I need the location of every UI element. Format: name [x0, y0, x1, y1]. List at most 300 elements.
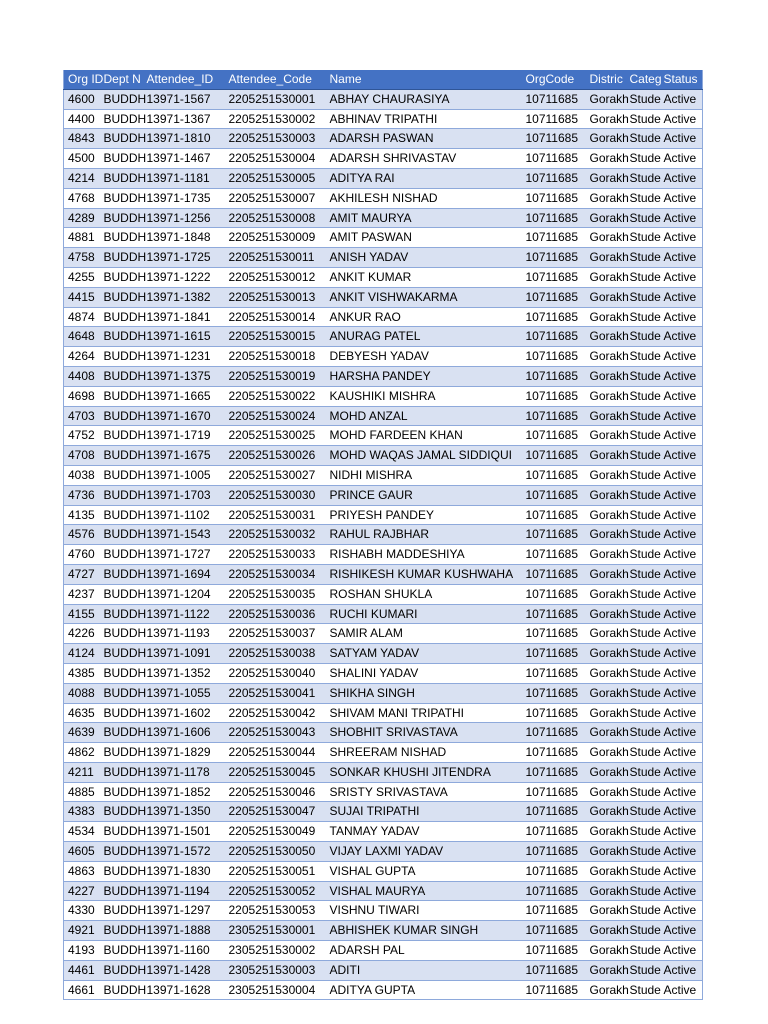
table-row[interactable]	[64, 386, 703, 406]
col-org-code-cell[interactable]: 10711685	[522, 782, 586, 802]
col-status-cell[interactable]: Active	[660, 307, 703, 327]
col-attendee-code-cell[interactable]: 2205251530018	[225, 347, 326, 367]
col-org-id-cell[interactable]: 4576	[64, 525, 100, 545]
col-attendee-code-cell[interactable]: 2205251530052	[225, 881, 326, 901]
col-dept-name-cell[interactable]: BUDDH	[100, 347, 143, 367]
col-category-cell[interactable]: Stude	[626, 347, 660, 367]
col-attendee-id-cell[interactable]: 13971-1428	[143, 960, 225, 980]
col-org-id-cell[interactable]: 4088	[64, 683, 100, 703]
col-category-cell[interactable]: Stude	[626, 188, 660, 208]
col-org-code-cell[interactable]: 10711685	[522, 347, 586, 367]
col-org-id-cell[interactable]: 4635	[64, 703, 100, 723]
col-district-cell[interactable]: Gorakh	[586, 228, 626, 248]
col-dept-name-cell[interactable]: BUDDH	[100, 168, 143, 188]
col-org-code-cell[interactable]: 10711685	[522, 901, 586, 921]
col-org-code-cell[interactable]: 10711685	[522, 109, 586, 129]
col-status-cell[interactable]: Active	[660, 743, 703, 763]
col-status-cell[interactable]: Active	[660, 901, 703, 921]
col-org-id-cell[interactable]: 4661	[64, 980, 100, 1000]
table-row[interactable]	[64, 168, 703, 188]
col-dept-name-cell[interactable]: BUDDH	[100, 406, 143, 426]
col-status-cell[interactable]: Active	[660, 366, 703, 386]
col-org-code-cell[interactable]: 10711685	[522, 228, 586, 248]
col-attendee-code-header[interactable]: Attendee_Code	[225, 70, 326, 89]
col-org-code-cell[interactable]: 10711685	[522, 545, 586, 565]
col-org-code-cell[interactable]: 10711685	[522, 525, 586, 545]
col-category-cell[interactable]: Stude	[626, 327, 660, 347]
col-status-cell[interactable]: Active	[660, 248, 703, 268]
col-attendee-id-cell[interactable]: 13971-1160	[143, 941, 225, 961]
col-attendee-code-cell[interactable]: 2205251530025	[225, 426, 326, 446]
col-attendee-code-cell[interactable]: 2205251530043	[225, 723, 326, 743]
col-category-cell[interactable]: Stude	[626, 465, 660, 485]
col-district-cell[interactable]: Gorakh	[586, 89, 626, 109]
table-row[interactable]	[64, 228, 703, 248]
col-dept-name-cell[interactable]: BUDDH	[100, 446, 143, 466]
col-status-cell[interactable]: Active	[660, 960, 703, 980]
col-status-cell[interactable]: Active	[660, 842, 703, 862]
col-dept-name-cell[interactable]: BUDDH	[100, 881, 143, 901]
col-status-cell[interactable]: Active	[660, 485, 703, 505]
col-status-cell[interactable]: Active	[660, 109, 703, 129]
col-attendee-code-cell[interactable]: 2205251530003	[225, 129, 326, 149]
col-org-code-cell[interactable]: 10711685	[522, 941, 586, 961]
col-org-id-cell[interactable]: 4752	[64, 426, 100, 446]
col-org-code-cell[interactable]: 10711685	[522, 842, 586, 862]
col-dept-name-cell[interactable]: BUDDH	[100, 545, 143, 565]
col-status-cell[interactable]: Active	[660, 208, 703, 228]
col-district-cell[interactable]: Gorakh	[586, 644, 626, 664]
col-org-id-cell[interactable]: 4698	[64, 386, 100, 406]
col-district-cell[interactable]: Gorakh	[586, 366, 626, 386]
col-attendee-code-cell[interactable]: 2205251530027	[225, 465, 326, 485]
col-org-id-cell[interactable]: 4881	[64, 228, 100, 248]
col-name-cell[interactable]: PRIYESH PANDEY	[326, 505, 522, 525]
col-dept-name-cell[interactable]: BUDDH	[100, 842, 143, 862]
table-row[interactable]	[64, 663, 703, 683]
col-attendee-id-cell[interactable]: 13971-1628	[143, 980, 225, 1000]
col-org-code-cell[interactable]: 10711685	[522, 426, 586, 446]
col-name-cell[interactable]: SONKAR KHUSHI JITENDRA	[326, 762, 522, 782]
table-row[interactable]	[64, 960, 703, 980]
col-category-cell[interactable]: Stude	[626, 208, 660, 228]
col-attendee-code-cell[interactable]: 2205251530036	[225, 604, 326, 624]
col-attendee-code-cell[interactable]: 2205251530044	[225, 743, 326, 763]
col-attendee-id-cell[interactable]: 13971-1178	[143, 762, 225, 782]
col-attendee-code-cell[interactable]: 2205251530035	[225, 584, 326, 604]
table-row[interactable]	[64, 683, 703, 703]
col-attendee-code-cell[interactable]: 2205251530007	[225, 188, 326, 208]
col-org-id-cell[interactable]: 4843	[64, 129, 100, 149]
col-attendee-code-cell[interactable]: 2205251530026	[225, 446, 326, 466]
col-attendee-code-cell[interactable]: 2305251530001	[225, 921, 326, 941]
col-district-cell[interactable]: Gorakh	[586, 307, 626, 327]
col-org-id-cell[interactable]: 4227	[64, 881, 100, 901]
col-attendee-code-cell[interactable]: 2205251530037	[225, 624, 326, 644]
col-dept-name-cell[interactable]: BUDDH	[100, 762, 143, 782]
col-org-id-cell[interactable]: 4330	[64, 901, 100, 921]
col-name-cell[interactable]: SHALINI YADAV	[326, 663, 522, 683]
col-district-cell[interactable]: Gorakh	[586, 208, 626, 228]
col-attendee-id-cell[interactable]: 13971-1727	[143, 545, 225, 565]
col-org-code-cell[interactable]: 10711685	[522, 624, 586, 644]
col-attendee-code-cell[interactable]: 2305251530003	[225, 960, 326, 980]
col-dept-name-cell[interactable]: BUDDH	[100, 941, 143, 961]
col-category-cell[interactable]: Stude	[626, 683, 660, 703]
col-name-cell[interactable]: ANKUR RAO	[326, 307, 522, 327]
col-name-cell[interactable]: ABHAY CHAURASIYA	[326, 89, 522, 109]
col-status-cell[interactable]: Active	[660, 663, 703, 683]
col-attendee-code-cell[interactable]: 2205251530032	[225, 525, 326, 545]
col-org-code-cell[interactable]: 10711685	[522, 683, 586, 703]
table-row[interactable]	[64, 188, 703, 208]
col-org-code-cell[interactable]: 10711685	[522, 743, 586, 763]
col-attendee-code-cell[interactable]: 2205251530046	[225, 782, 326, 802]
col-district-cell[interactable]: Gorakh	[586, 465, 626, 485]
col-status-cell[interactable]: Active	[660, 406, 703, 426]
col-name-cell[interactable]: ABHINAV TRIPATHI	[326, 109, 522, 129]
col-org-code-header[interactable]: OrgCode	[522, 70, 586, 89]
col-name-cell[interactable]: ROSHAN SHUKLA	[326, 584, 522, 604]
table-row[interactable]	[64, 624, 703, 644]
col-dept-name-cell[interactable]: BUDDH	[100, 980, 143, 1000]
col-name-cell[interactable]: MOHD ANZAL	[326, 406, 522, 426]
col-org-id-cell[interactable]: 4708	[64, 446, 100, 466]
col-district-cell[interactable]: Gorakh	[586, 901, 626, 921]
col-attendee-id-cell[interactable]: 13971-1194	[143, 881, 225, 901]
table-row[interactable]	[64, 980, 703, 1000]
col-dept-name-cell[interactable]: BUDDH	[100, 228, 143, 248]
col-org-code-cell[interactable]: 10711685	[522, 248, 586, 268]
col-district-cell[interactable]: Gorakh	[586, 446, 626, 466]
col-org-id-cell[interactable]: 4862	[64, 743, 100, 763]
col-name-cell[interactable]: AMIT MAURYA	[326, 208, 522, 228]
col-org-id-cell[interactable]: 4408	[64, 366, 100, 386]
table-row[interactable]	[64, 782, 703, 802]
col-status-cell[interactable]: Active	[660, 89, 703, 109]
col-org-id-cell[interactable]: 4038	[64, 465, 100, 485]
table-row[interactable]	[64, 248, 703, 268]
col-status-cell[interactable]: Active	[660, 703, 703, 723]
col-category-cell[interactable]: Stude	[626, 624, 660, 644]
col-status-cell[interactable]: Active	[660, 604, 703, 624]
col-dept-name-cell[interactable]: BUDDH	[100, 802, 143, 822]
col-district-cell[interactable]: Gorakh	[586, 782, 626, 802]
col-attendee-code-cell[interactable]: 2205251530047	[225, 802, 326, 822]
table-row[interactable]	[64, 89, 703, 109]
table-row[interactable]	[64, 584, 703, 604]
col-org-id-cell[interactable]: 4400	[64, 109, 100, 129]
col-org-id-cell[interactable]: 4211	[64, 762, 100, 782]
table-row[interactable]	[64, 426, 703, 446]
col-district-cell[interactable]: Gorakh	[586, 743, 626, 763]
col-attendee-id-cell[interactable]: 13971-1810	[143, 129, 225, 149]
col-name-cell[interactable]: SATYAM YADAV	[326, 644, 522, 664]
col-attendee-code-cell[interactable]: 2205251530042	[225, 703, 326, 723]
col-attendee-id-cell[interactable]: 13971-1829	[143, 743, 225, 763]
col-category-cell[interactable]: Stude	[626, 861, 660, 881]
col-attendee-code-cell[interactable]: 2205251530015	[225, 327, 326, 347]
col-org-id-cell[interactable]: 4605	[64, 842, 100, 862]
col-attendee-id-cell[interactable]: 13971-1204	[143, 584, 225, 604]
col-name-cell[interactable]: PRINCE GAUR	[326, 485, 522, 505]
table-row[interactable]	[64, 802, 703, 822]
col-org-code-cell[interactable]: 10711685	[522, 802, 586, 822]
col-status-cell[interactable]: Active	[660, 723, 703, 743]
col-category-cell[interactable]: Stude	[626, 941, 660, 961]
col-status-cell[interactable]: Active	[660, 129, 703, 149]
table-row[interactable]	[64, 465, 703, 485]
col-category-cell[interactable]: Stude	[626, 228, 660, 248]
col-category-cell[interactable]: Stude	[626, 366, 660, 386]
col-attendee-code-cell[interactable]: 2205251530024	[225, 406, 326, 426]
col-district-cell[interactable]: Gorakh	[586, 960, 626, 980]
table-row[interactable]	[64, 703, 703, 723]
col-org-id-cell[interactable]: 4124	[64, 644, 100, 664]
col-name-cell[interactable]: MOHD WAQAS JAMAL SIDDIQUI	[326, 446, 522, 466]
col-dept-name-cell[interactable]: BUDDH	[100, 782, 143, 802]
col-status-cell[interactable]: Active	[660, 287, 703, 307]
col-category-cell[interactable]: Stude	[626, 980, 660, 1000]
col-org-id-cell[interactable]: 4289	[64, 208, 100, 228]
col-status-cell[interactable]: Active	[660, 188, 703, 208]
col-name-cell[interactable]: VISHAL GUPTA	[326, 861, 522, 881]
col-district-cell[interactable]: Gorakh	[586, 267, 626, 287]
col-attendee-code-cell[interactable]: 2205251530009	[225, 228, 326, 248]
col-attendee-code-cell[interactable]: 2205251530011	[225, 248, 326, 268]
col-status-cell[interactable]: Active	[660, 624, 703, 644]
table-row[interactable]	[64, 545, 703, 565]
col-district-cell[interactable]: Gorakh	[586, 149, 626, 169]
col-org-id-cell[interactable]: 4415	[64, 287, 100, 307]
col-org-code-cell[interactable]: 10711685	[522, 762, 586, 782]
table-row[interactable]	[64, 723, 703, 743]
col-district-cell[interactable]: Gorakh	[586, 109, 626, 129]
col-attendee-id-cell[interactable]: 13971-1848	[143, 228, 225, 248]
col-name-cell[interactable]: ANURAG PATEL	[326, 327, 522, 347]
col-attendee-id-cell[interactable]: 13971-1888	[143, 921, 225, 941]
col-attendee-id-cell[interactable]: 13971-1256	[143, 208, 225, 228]
col-attendee-id-cell[interactable]: 13971-1181	[143, 168, 225, 188]
col-dept-name-cell[interactable]: BUDDH	[100, 624, 143, 644]
col-dept-name-cell[interactable]: BUDDH	[100, 485, 143, 505]
col-dept-name-cell[interactable]: BUDDH	[100, 188, 143, 208]
col-attendee-id-cell[interactable]: 13971-1572	[143, 842, 225, 862]
col-attendee-code-cell[interactable]: 2205251530034	[225, 564, 326, 584]
col-org-code-cell[interactable]: 10711685	[522, 188, 586, 208]
col-district-cell[interactable]: Gorakh	[586, 485, 626, 505]
col-district-cell[interactable]: Gorakh	[586, 762, 626, 782]
col-category-cell[interactable]: Stude	[626, 525, 660, 545]
col-name-cell[interactable]: RISHABH MADDESHIYA	[326, 545, 522, 565]
col-status-cell[interactable]: Active	[660, 228, 703, 248]
col-attendee-id-cell[interactable]: 13971-1567	[143, 89, 225, 109]
col-name-cell[interactable]: AMIT PASWAN	[326, 228, 522, 248]
col-district-cell[interactable]: Gorakh	[586, 168, 626, 188]
col-status-cell[interactable]: Active	[660, 782, 703, 802]
col-org-code-cell[interactable]: 10711685	[522, 149, 586, 169]
col-category-cell[interactable]: Stude	[626, 644, 660, 664]
col-org-code-cell[interactable]: 10711685	[522, 267, 586, 287]
col-attendee-code-cell[interactable]: 2205251530051	[225, 861, 326, 881]
col-attendee-id-cell[interactable]: 13971-1367	[143, 109, 225, 129]
col-attendee-id-cell[interactable]: 13971-1350	[143, 802, 225, 822]
col-attendee-code-cell[interactable]: 2305251530004	[225, 980, 326, 1000]
col-name-cell[interactable]: ADITI	[326, 960, 522, 980]
col-org-id-cell[interactable]: 4703	[64, 406, 100, 426]
col-org-code-cell[interactable]: 10711685	[522, 921, 586, 941]
table-row[interactable]	[64, 822, 703, 842]
col-attendee-code-cell[interactable]: 2205251530022	[225, 386, 326, 406]
col-attendee-code-cell[interactable]: 2205251530013	[225, 287, 326, 307]
col-district-cell[interactable]: Gorakh	[586, 426, 626, 446]
col-name-cell[interactable]: ADITYA RAI	[326, 168, 522, 188]
col-name-cell[interactable]: ADARSH SHRIVASTAV	[326, 149, 522, 169]
col-attendee-code-cell[interactable]: 2205251530014	[225, 307, 326, 327]
col-org-id-cell[interactable]: 4736	[64, 485, 100, 505]
table-row[interactable]	[64, 129, 703, 149]
col-category-cell[interactable]: Stude	[626, 307, 660, 327]
col-org-id-cell[interactable]: 4226	[64, 624, 100, 644]
col-attendee-code-cell[interactable]: 2205251530040	[225, 663, 326, 683]
col-status-cell[interactable]: Active	[660, 762, 703, 782]
col-org-code-cell[interactable]: 10711685	[522, 406, 586, 426]
col-org-code-cell[interactable]: 10711685	[522, 644, 586, 664]
col-org-code-cell[interactable]: 10711685	[522, 446, 586, 466]
col-district-cell[interactable]: Gorakh	[586, 624, 626, 644]
col-name-cell[interactable]: SHIKHA SINGH	[326, 683, 522, 703]
col-org-id-cell[interactable]: 4768	[64, 188, 100, 208]
col-dept-name-cell[interactable]: BUDDH	[100, 861, 143, 881]
col-org-code-cell[interactable]: 10711685	[522, 287, 586, 307]
col-attendee-id-cell[interactable]: 13971-1841	[143, 307, 225, 327]
col-status-cell[interactable]: Active	[660, 465, 703, 485]
col-attendee-id-cell[interactable]: 13971-1830	[143, 861, 225, 881]
col-name-cell[interactable]: KAUSHIKI MISHRA	[326, 386, 522, 406]
col-name-cell[interactable]: SHIVAM MANI TRIPATHI	[326, 703, 522, 723]
col-org-id-cell[interactable]: 4461	[64, 960, 100, 980]
col-category-cell[interactable]: Stude	[626, 762, 660, 782]
col-dept-name-cell[interactable]: BUDDH	[100, 465, 143, 485]
col-attendee-code-cell[interactable]: 2205251530041	[225, 683, 326, 703]
col-org-id-cell[interactable]: 4155	[64, 604, 100, 624]
col-org-code-cell[interactable]: 10711685	[522, 129, 586, 149]
col-name-cell[interactable]: VIJAY LAXMI YADAV	[326, 842, 522, 862]
col-district-cell[interactable]: Gorakh	[586, 505, 626, 525]
col-status-cell[interactable]: Active	[660, 941, 703, 961]
col-dept-name-cell[interactable]: BUDDH	[100, 287, 143, 307]
col-name-cell[interactable]: TANMAY YADAV	[326, 822, 522, 842]
col-category-cell[interactable]: Stude	[626, 743, 660, 763]
col-attendee-id-cell[interactable]: 13971-1675	[143, 446, 225, 466]
col-org-code-cell[interactable]: 10711685	[522, 366, 586, 386]
col-org-code-cell[interactable]: 10711685	[522, 327, 586, 347]
col-org-id-cell[interactable]: 4385	[64, 663, 100, 683]
col-name-cell[interactable]: SHREERAM NISHAD	[326, 743, 522, 763]
table-row[interactable]	[64, 861, 703, 881]
col-dept-name-cell[interactable]: BUDDH	[100, 109, 143, 129]
col-org-id-cell[interactable]: 4255	[64, 267, 100, 287]
col-attendee-id-header[interactable]: Attendee_ID	[143, 70, 225, 89]
table-row[interactable]	[64, 762, 703, 782]
col-category-cell[interactable]: Stude	[626, 267, 660, 287]
col-status-cell[interactable]: Active	[660, 921, 703, 941]
col-district-cell[interactable]: Gorakh	[586, 386, 626, 406]
col-dept-name-cell[interactable]: BUDDH	[100, 525, 143, 545]
col-status-cell[interactable]: Active	[660, 861, 703, 881]
col-status-header[interactable]: Status	[660, 70, 703, 89]
col-category-cell[interactable]: Stude	[626, 89, 660, 109]
col-dept-name-cell[interactable]: BUDDH	[100, 366, 143, 386]
col-category-cell[interactable]: Stude	[626, 446, 660, 466]
table-row[interactable]	[64, 604, 703, 624]
col-name-cell[interactable]: VISHAL MAURYA	[326, 881, 522, 901]
col-name-cell[interactable]: SUJAI TRIPATHI	[326, 802, 522, 822]
col-district-cell[interactable]: Gorakh	[586, 347, 626, 367]
col-status-cell[interactable]: Active	[660, 545, 703, 565]
col-attendee-id-cell[interactable]: 13971-1231	[143, 347, 225, 367]
col-category-cell[interactable]: Stude	[626, 168, 660, 188]
col-org-code-cell[interactable]: 10711685	[522, 564, 586, 584]
col-status-cell[interactable]: Active	[660, 168, 703, 188]
col-district-cell[interactable]: Gorakh	[586, 941, 626, 961]
col-dept-name-cell[interactable]: BUDDH	[100, 505, 143, 525]
col-status-cell[interactable]: Active	[660, 822, 703, 842]
col-dept-name-cell[interactable]: BUDDH	[100, 149, 143, 169]
col-name-cell[interactable]: RISHIKESH KUMAR KUSHWAHA	[326, 564, 522, 584]
col-category-cell[interactable]: Stude	[626, 822, 660, 842]
col-district-cell[interactable]: Gorakh	[586, 327, 626, 347]
col-org-code-cell[interactable]: 10711685	[522, 485, 586, 505]
col-district-cell[interactable]: Gorakh	[586, 406, 626, 426]
col-attendee-id-cell[interactable]: 13971-1297	[143, 901, 225, 921]
col-org-id-cell[interactable]: 4383	[64, 802, 100, 822]
col-attendee-id-cell[interactable]: 13971-1005	[143, 465, 225, 485]
col-attendee-id-cell[interactable]: 13971-1375	[143, 366, 225, 386]
col-district-cell[interactable]: Gorakh	[586, 802, 626, 822]
col-category-cell[interactable]: Stude	[626, 703, 660, 723]
col-org-code-cell[interactable]: 10711685	[522, 723, 586, 743]
col-attendee-code-cell[interactable]: 2205251530038	[225, 644, 326, 664]
col-dept-name-header[interactable]: Dept N	[100, 70, 143, 89]
col-dept-name-cell[interactable]: BUDDH	[100, 267, 143, 287]
col-attendee-code-cell[interactable]: 2205251530008	[225, 208, 326, 228]
col-status-cell[interactable]: Active	[660, 267, 703, 287]
col-district-cell[interactable]: Gorakh	[586, 604, 626, 624]
col-attendee-id-cell[interactable]: 13971-1665	[143, 386, 225, 406]
col-category-cell[interactable]: Stude	[626, 485, 660, 505]
col-org-id-cell[interactable]: 4135	[64, 505, 100, 525]
table-row[interactable]	[64, 881, 703, 901]
col-org-code-cell[interactable]: 10711685	[522, 604, 586, 624]
col-dept-name-cell[interactable]: BUDDH	[100, 327, 143, 347]
col-category-cell[interactable]: Stude	[626, 129, 660, 149]
col-attendee-id-cell[interactable]: 13971-1602	[143, 703, 225, 723]
col-name-cell[interactable]: ADARSH PASWAN	[326, 129, 522, 149]
col-name-cell[interactable]: ANKIT KUMAR	[326, 267, 522, 287]
col-name-cell[interactable]: ANISH YADAV	[326, 248, 522, 268]
col-attendee-code-cell[interactable]: 2205251530053	[225, 901, 326, 921]
col-status-cell[interactable]: Active	[660, 505, 703, 525]
col-org-id-cell[interactable]: 4758	[64, 248, 100, 268]
col-org-code-cell[interactable]: 10711685	[522, 168, 586, 188]
col-district-cell[interactable]: Gorakh	[586, 842, 626, 862]
col-district-cell[interactable]: Gorakh	[586, 188, 626, 208]
col-dept-name-cell[interactable]: BUDDH	[100, 604, 143, 624]
table-row[interactable]	[64, 347, 703, 367]
col-org-id-cell[interactable]: 4214	[64, 168, 100, 188]
col-district-cell[interactable]: Gorakh	[586, 564, 626, 584]
